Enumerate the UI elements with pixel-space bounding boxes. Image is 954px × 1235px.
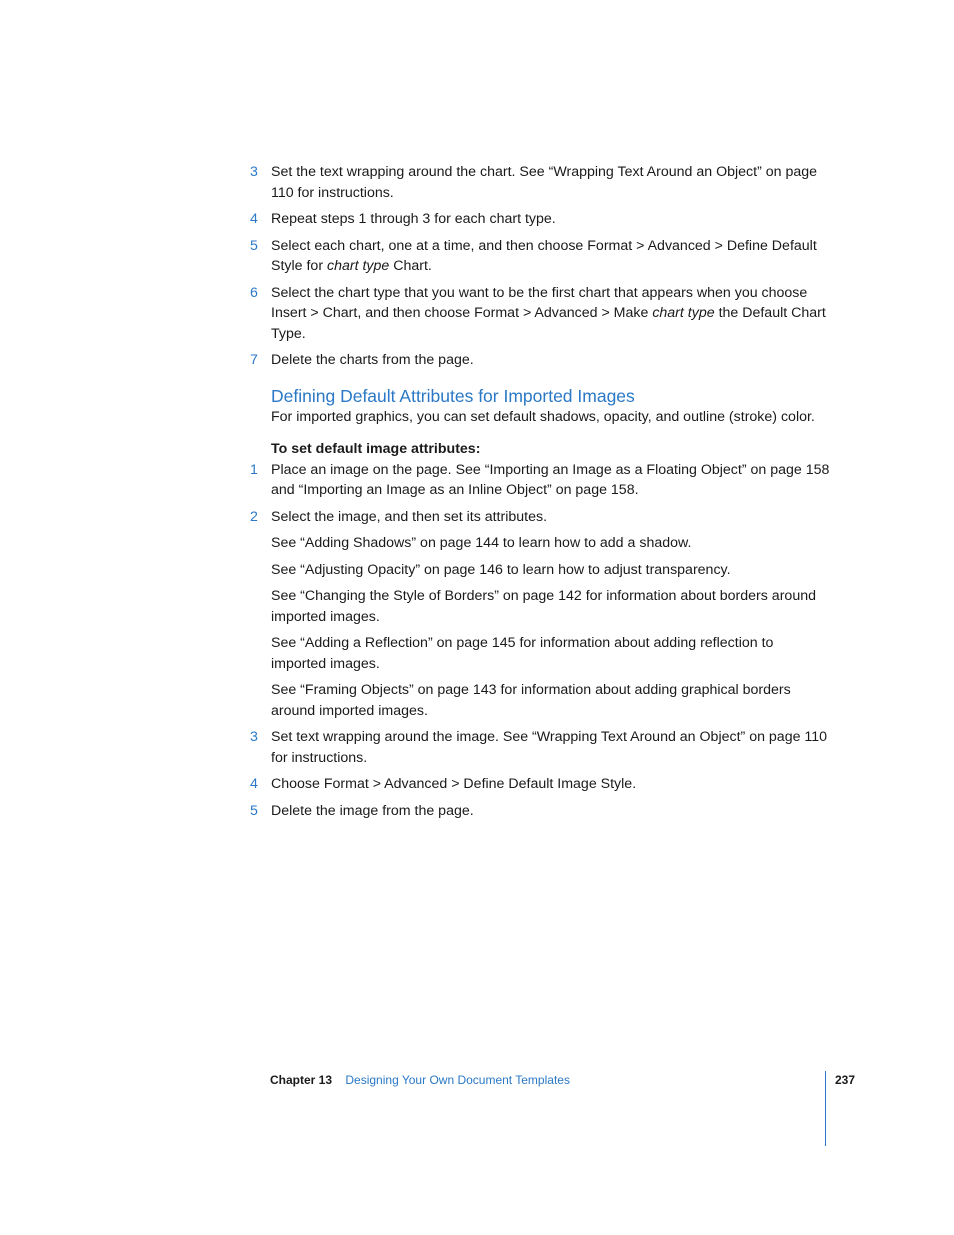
step-text: Choose Format > Advanced > Define Default Image Style. — [271, 776, 637, 792]
see-reflection: See “Adding a Reflection” on page 145 for information about adding reflection to imported images. — [271, 635, 774, 672]
step-number: 5 — [250, 802, 258, 819]
step-number: 4 — [250, 776, 258, 792]
see-borders: See “Changing the Style of Borders” on page 142 for information about borders around imported images. — [271, 588, 816, 625]
step-text: Place an image on the page. See “Importing an Image as a Floating Object” on page 158 and “Importing an Image as an Inline Object” on page 158. — [271, 461, 830, 498]
task-title: To set default image attributes: — [271, 441, 481, 457]
step-number: 7 — [250, 352, 258, 368]
step-text: Select the chart type that you want to be the first chart that appears when you choose Insert > Chart, and then choose Format > Advanced > Make — [271, 284, 808, 321]
see-shadows: See “Adding Shadows” on page 144 to learn how to add a shadow. — [271, 535, 692, 551]
section-heading: Defining Default Attributes for Imported Images — [271, 385, 635, 406]
step-text: Select each chart, one at a time, and then choose Format > Advanced > Define Default Style for — [271, 237, 817, 274]
step-text: Delete the charts from the page. — [271, 352, 474, 368]
step-6-chart — [250, 283, 830, 345]
page-content — [250, 162, 830, 827]
step-number: 5 — [250, 237, 258, 254]
step-number: 3 — [250, 729, 258, 745]
step-text: Delete the image from the page. — [271, 802, 474, 819]
step-2-image — [250, 507, 830, 528]
step-text: Select the image, and then set its attributes. — [271, 508, 548, 525]
see-opacity: See “Adjusting Opacity” on page 146 to learn how to adjust transparency. — [271, 561, 731, 578]
step-7-chart — [250, 350, 830, 371]
step-3-chart — [250, 162, 830, 203]
page-footer — [270, 1071, 570, 1089]
step-number: 6 — [250, 284, 258, 301]
step-text: Set the text wrapping around the chart. See “Wrapping Text Around an Object” on page 110 for instructions. — [271, 164, 818, 201]
step-4-image — [250, 774, 830, 795]
footer-divider — [825, 1071, 826, 1146]
step-text: Set text wrapping around the image. See “Wrapping Text Around an Object” on page 110 for instructions. — [271, 729, 828, 766]
step-number: 3 — [250, 164, 258, 180]
step-1-image — [250, 460, 830, 501]
step-number: 1 — [250, 461, 258, 478]
step-number: 4 — [250, 211, 258, 227]
step-text-end: Chart. — [389, 258, 432, 274]
step-number: 2 — [250, 508, 258, 525]
page-number: 237 — [835, 1073, 856, 1087]
step-5-image — [250, 801, 830, 822]
step-text-end: the Default Chart Type. — [271, 305, 826, 342]
step-text-emphasis: chart type — [326, 258, 390, 274]
step-text-emphasis: chart type — [652, 305, 715, 321]
chapter-title: Designing Your Own Document Templates — [345, 1073, 570, 1087]
step-text: Repeat steps 1 through 3 for each chart type. — [271, 211, 556, 227]
step-3-image — [250, 727, 830, 768]
step-4-chart — [250, 209, 830, 230]
see-framing: See “Framing Objects” on page 143 for information about adding graphical borders around imported images. — [271, 682, 791, 719]
section-intro: For imported graphics, you can set default shadows, opacity, and outline (stroke) color. — [271, 408, 815, 425]
chapter-label: Chapter 13 — [270, 1073, 333, 1087]
step-5-chart — [250, 236, 830, 277]
